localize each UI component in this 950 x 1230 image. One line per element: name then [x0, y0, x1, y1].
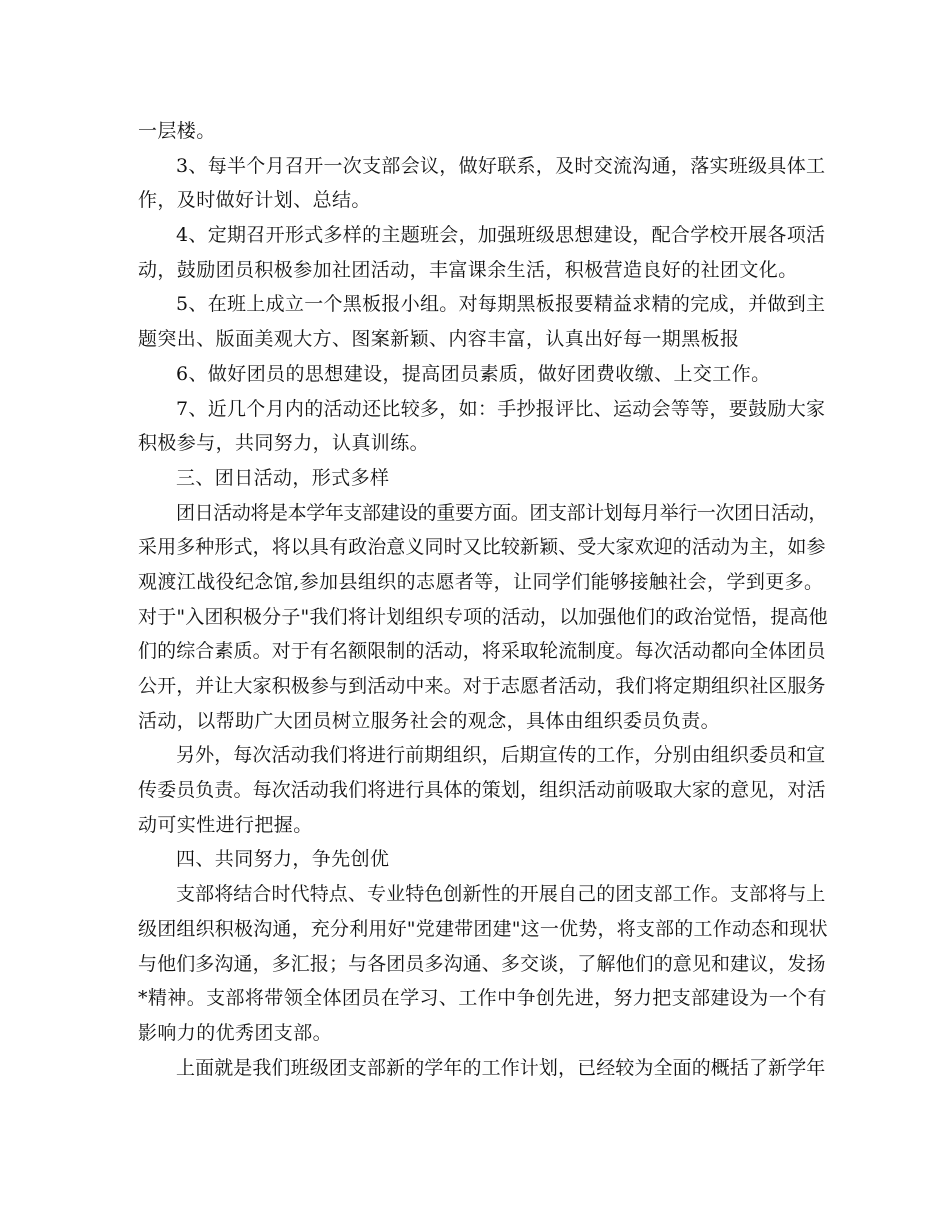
section-heading: 三、团日活动，形式多样	[176, 466, 390, 489]
text-line: 团日活动将是本学年支部建设的重要方面。团支部计划每月举行一次团日活动，	[176, 501, 828, 524]
text-line: 与他们多沟通，多汇报；与各团员多沟通、多交谈，了解他们的意见和建议，发扬	[138, 952, 826, 975]
text-line: *精神。支部将带领全体团员在学习、工作中争创先进，努力把支部建设为一个有	[138, 987, 827, 1010]
text-line: 7、近几个月内的活动还比较多，如：手抄报评比、运动会等等，要鼓励大家	[176, 397, 826, 420]
text-line: 们的综合素质。对于有名额限制的活动，将采取轮流制度。每次活动都向全体团员	[138, 640, 826, 663]
text-line: 5、在班上成立一个黑板报小组。对每期黑板报要精益求精的完成，并做到主	[176, 293, 826, 316]
text-line: 级团组织积极沟通，充分利用好"党建带团建"这一优势，将支部的工作动态和现状	[138, 917, 828, 940]
document-body	[138, 114, 828, 1085]
text-line: 6、做好团员的思想建设，提高团员素质，做好团费收缴、上交工作。	[176, 362, 771, 385]
text-line: 4、定期召开形式多样的主题班会，加强班级思想建设，配合学校开展各项活	[176, 224, 826, 247]
section-heading: 四、共同努力，争先创优	[176, 848, 390, 871]
text-line: 动可实性进行把握。	[138, 813, 313, 836]
text-line: 公开，并让大家积极参与到活动中来。对于志愿者活动，我们将定期组织社区服务	[138, 675, 826, 697]
text-line: 活动，以帮助广大团员树立服务社会的观念，具体由组织委员负责。	[138, 709, 721, 732]
text-line: 积极参与，共同努力，认真训练。	[138, 432, 430, 455]
text-line: 支部将结合时代特点、专业特色创新性的开展自己的团支部工作。支部将与上	[176, 883, 826, 906]
text-line: 一层楼。	[138, 120, 216, 142]
text-line: 动，鼓励团员积极参加社团活动，丰富课余生活，积极营造良好的社团文化。	[138, 258, 798, 281]
text-line: 3、每半个月召开一次支部会议，做好联系，及时交流沟通，落实班级具体工	[176, 154, 826, 177]
text-line: 传委员负责。每次活动我们将进行具体的策划，组织活动前吸取大家的意见，对活	[138, 779, 826, 802]
text-line: 对于"入团积极分子"我们将计划组织专项的活动，以加强他们的政治觉悟，提高他	[138, 605, 828, 628]
text-line: 作，及时做好计划、总结。	[138, 189, 371, 212]
text-line: 采用多种形式，将以具有政治意义同时又比较新颖、受大家欢迎的活动为主，如参	[138, 536, 826, 559]
text-line: 另外，每次活动我们将进行前期组织，后期宣传的工作，分别由组织委员和宣	[176, 744, 826, 767]
text-line: 观渡江战役纪念馆,参加县组织的志愿者等，让同学们能够接触社会，学到更多。	[138, 570, 824, 593]
text-line: 影响力的优秀团支部。	[138, 1021, 333, 1044]
text-line: 题突出、版面美观大方、图案新颖、内容丰富，认真出好每一期黑板报	[138, 328, 740, 351]
text-line: 上面就是我们班级团支部新的学年的工作计划，已经较为全面的概括了新学年	[176, 1056, 826, 1079]
